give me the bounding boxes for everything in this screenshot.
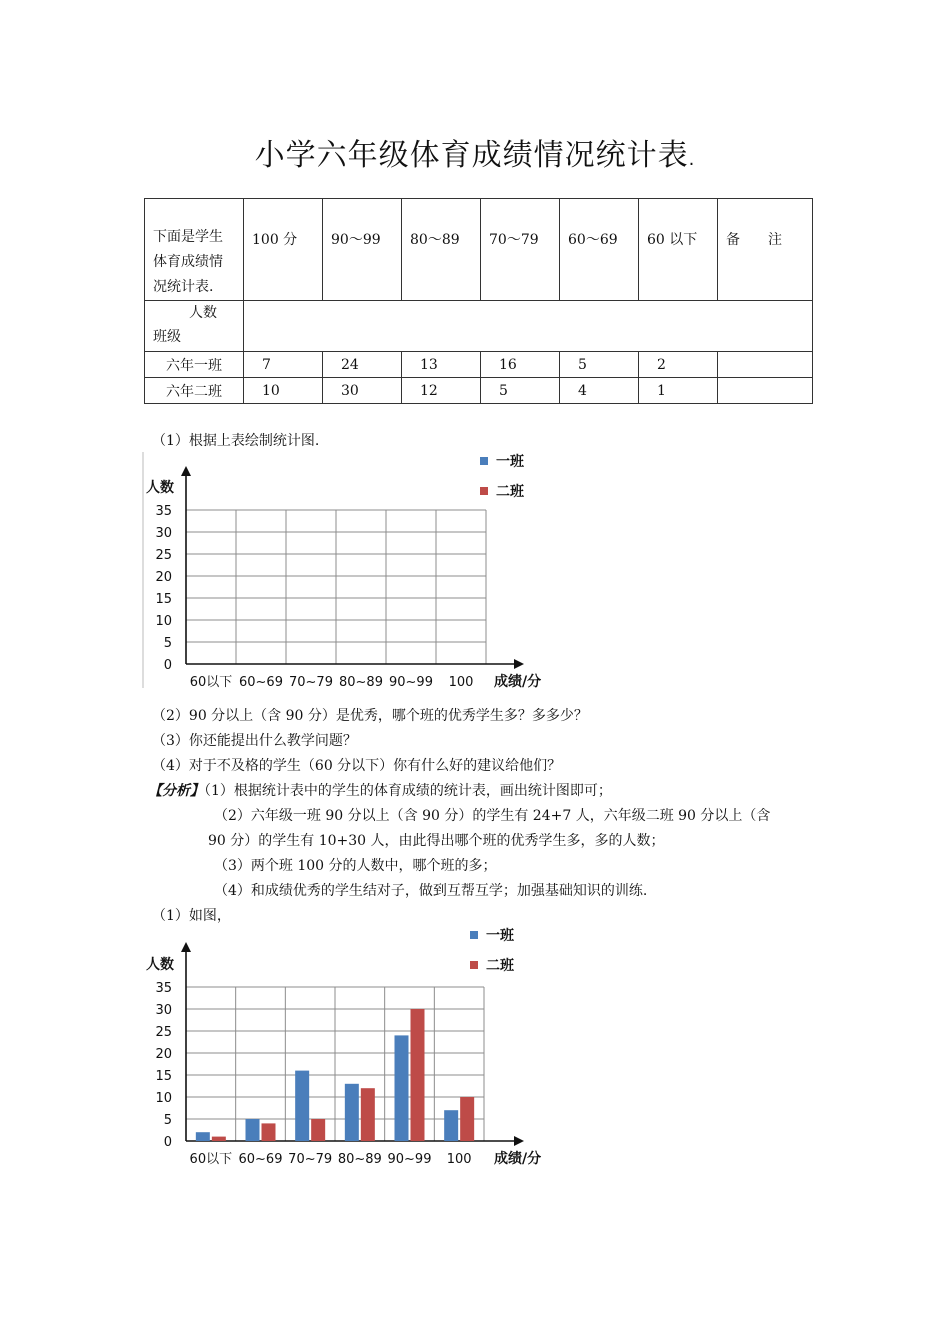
y-tick-label: 35 (155, 504, 172, 519)
bar-class1 (196, 1132, 210, 1141)
table-cell: 2 (639, 352, 718, 378)
analysis-tag: 【分析】 (148, 783, 204, 799)
answer-1: （1）如图， (152, 908, 231, 924)
table-intro-cell (145, 199, 244, 301)
y-tick-label: 0 (163, 1135, 172, 1150)
question-2: （2）90 分以上（含 90 分）是优秀，哪个班的优秀学生多？多多少？ (152, 708, 588, 724)
legend-label-class2: 二班 (486, 958, 514, 974)
x-tick-label: 90~99 (389, 675, 433, 690)
y-tick-label: 35 (155, 981, 172, 996)
x-tick-label: 80~89 (337, 1152, 382, 1167)
empty-span-cell (244, 301, 813, 352)
y-tick-label: 20 (155, 1047, 172, 1062)
row-class-name: 六年二班 (145, 378, 244, 404)
legend-label-class1: 一班 (496, 454, 524, 470)
y-axis-arrow (181, 942, 191, 952)
analysis-1: （1）根据统计表中的学生的体育成绩的统计表，画出统计图即可； (204, 783, 612, 799)
bar-class1 (345, 1084, 359, 1141)
x-axis-arrow (514, 1136, 524, 1146)
legend-swatch-class2 (480, 487, 488, 495)
header-cell: 60～69 (560, 199, 639, 301)
question-1: （1）根据上表绘制统计图. (152, 433, 320, 449)
y-tick-label: 15 (155, 592, 172, 607)
answer-chart (140, 922, 560, 1172)
header-cell: 80～89 (402, 199, 481, 301)
table-cell: 24 (323, 352, 402, 378)
table-cell: 10 (244, 378, 323, 404)
persons-class-cell (145, 301, 244, 352)
x-axis-title: 成绩/分 (494, 674, 542, 690)
table-cell: 5 (560, 352, 639, 378)
legend-swatch-class1 (470, 931, 478, 939)
analysis-3: （3）两个班 100 分的人数中，哪个班的多； (214, 858, 497, 874)
intro-line: 况统计表. (153, 279, 214, 295)
legend-label-class2: 二班 (496, 484, 524, 500)
y-axis-title: 人数 (146, 957, 174, 973)
page-title (0, 130, 950, 174)
intro-line: 下面是学生 (153, 229, 223, 245)
bar-class1 (444, 1110, 458, 1141)
table-cell-note (718, 378, 813, 404)
y-tick-label: 5 (163, 636, 172, 651)
header-cell: 60 以下 (639, 199, 718, 301)
y-tick-label: 30 (155, 1003, 172, 1018)
y-tick-label: 25 (155, 1025, 172, 1040)
bar-class2 (212, 1137, 226, 1141)
y-tick-label: 10 (155, 1091, 172, 1106)
legend-swatch-class1 (480, 457, 488, 465)
x-tick-label: 100 (446, 1152, 472, 1167)
row-class-name: 六年一班 (145, 352, 244, 378)
x-tick-label: 90~99 (387, 1152, 432, 1167)
y-tick-label: 20 (155, 570, 172, 585)
x-tick-label: 100 (448, 675, 474, 690)
x-axis-title: 成绩/分 (494, 1151, 542, 1167)
question-4: （4）对于不及格的学生（60 分以下）你有什么好的建议给他们？ (152, 758, 562, 774)
bar-class2 (311, 1119, 325, 1141)
x-tick-label: 60~69 (238, 1152, 283, 1167)
table-header-row (145, 199, 813, 301)
y-tick-label: 0 (163, 658, 172, 673)
table-row (145, 378, 813, 404)
bar-class2 (411, 1009, 425, 1141)
bar-class2 (262, 1123, 276, 1141)
intro-line: 体育成绩情 (153, 254, 223, 270)
bar-class1 (395, 1035, 409, 1141)
analysis-line-1 (148, 780, 612, 800)
title-suffix: . (688, 149, 696, 170)
y-axis-arrow (181, 466, 191, 476)
stats-table (144, 198, 813, 404)
analysis-2-line2: 90 分）的学生有 10+30 人，由此得出哪个班的优秀学生多，多的人数； (208, 833, 665, 849)
header-cell: 90～99 (323, 199, 402, 301)
x-tick-label: 80~89 (339, 675, 383, 690)
table-cell: 4 (560, 378, 639, 404)
legend-label-class1: 一班 (486, 928, 514, 944)
table-cell: 13 (402, 352, 481, 378)
x-tick-label: 60以下 (189, 1152, 233, 1167)
x-tick-label: 60以下 (189, 675, 233, 690)
table-label-row (145, 301, 813, 352)
class-label: 班级 (153, 329, 181, 345)
y-tick-label: 30 (155, 526, 172, 541)
bar-class2 (460, 1097, 474, 1141)
header-cell: 70～79 (481, 199, 560, 301)
x-axis-arrow (514, 659, 524, 669)
y-tick-label: 25 (155, 548, 172, 563)
analysis-2-line1: （2）六年级一班 90 分以上（含 90 分）的学生有 24+7 人，六年级二班 90 分以上（含 (214, 808, 771, 824)
y-axis-title: 人数 (146, 480, 174, 496)
y-tick-label: 15 (155, 1069, 172, 1084)
table-cell-note (718, 352, 813, 378)
persons-label: 人数 (189, 305, 217, 321)
header-cell-note: 备 注 (718, 199, 813, 301)
bar-class1 (246, 1119, 260, 1141)
y-tick-label: 10 (155, 614, 172, 629)
analysis-4: （4）和成绩优秀的学生结对子，做到互帮互学；加强基础知识的训练. (214, 883, 648, 899)
legend-swatch-class2 (470, 961, 478, 969)
table-cell: 1 (639, 378, 718, 404)
x-tick-label: 70~79 (288, 1152, 333, 1167)
bar-class2 (361, 1088, 375, 1141)
header-cell: 100 分 (244, 199, 323, 301)
title-text: 小学六年级体育成绩情况统计表 (254, 138, 689, 173)
y-tick-label: 5 (163, 1113, 172, 1128)
table-cell: 7 (244, 352, 323, 378)
table-row (145, 352, 813, 378)
table-cell: 30 (323, 378, 402, 404)
question-3: （3）你还能提出什么教学问题？ (152, 733, 357, 749)
bar-class1 (295, 1071, 309, 1141)
table-cell: 12 (402, 378, 481, 404)
blank-chart (140, 448, 560, 693)
x-tick-label: 70~79 (289, 675, 333, 690)
table-cell: 16 (481, 352, 560, 378)
x-tick-label: 60~69 (239, 675, 283, 690)
table-cell: 5 (481, 378, 560, 404)
